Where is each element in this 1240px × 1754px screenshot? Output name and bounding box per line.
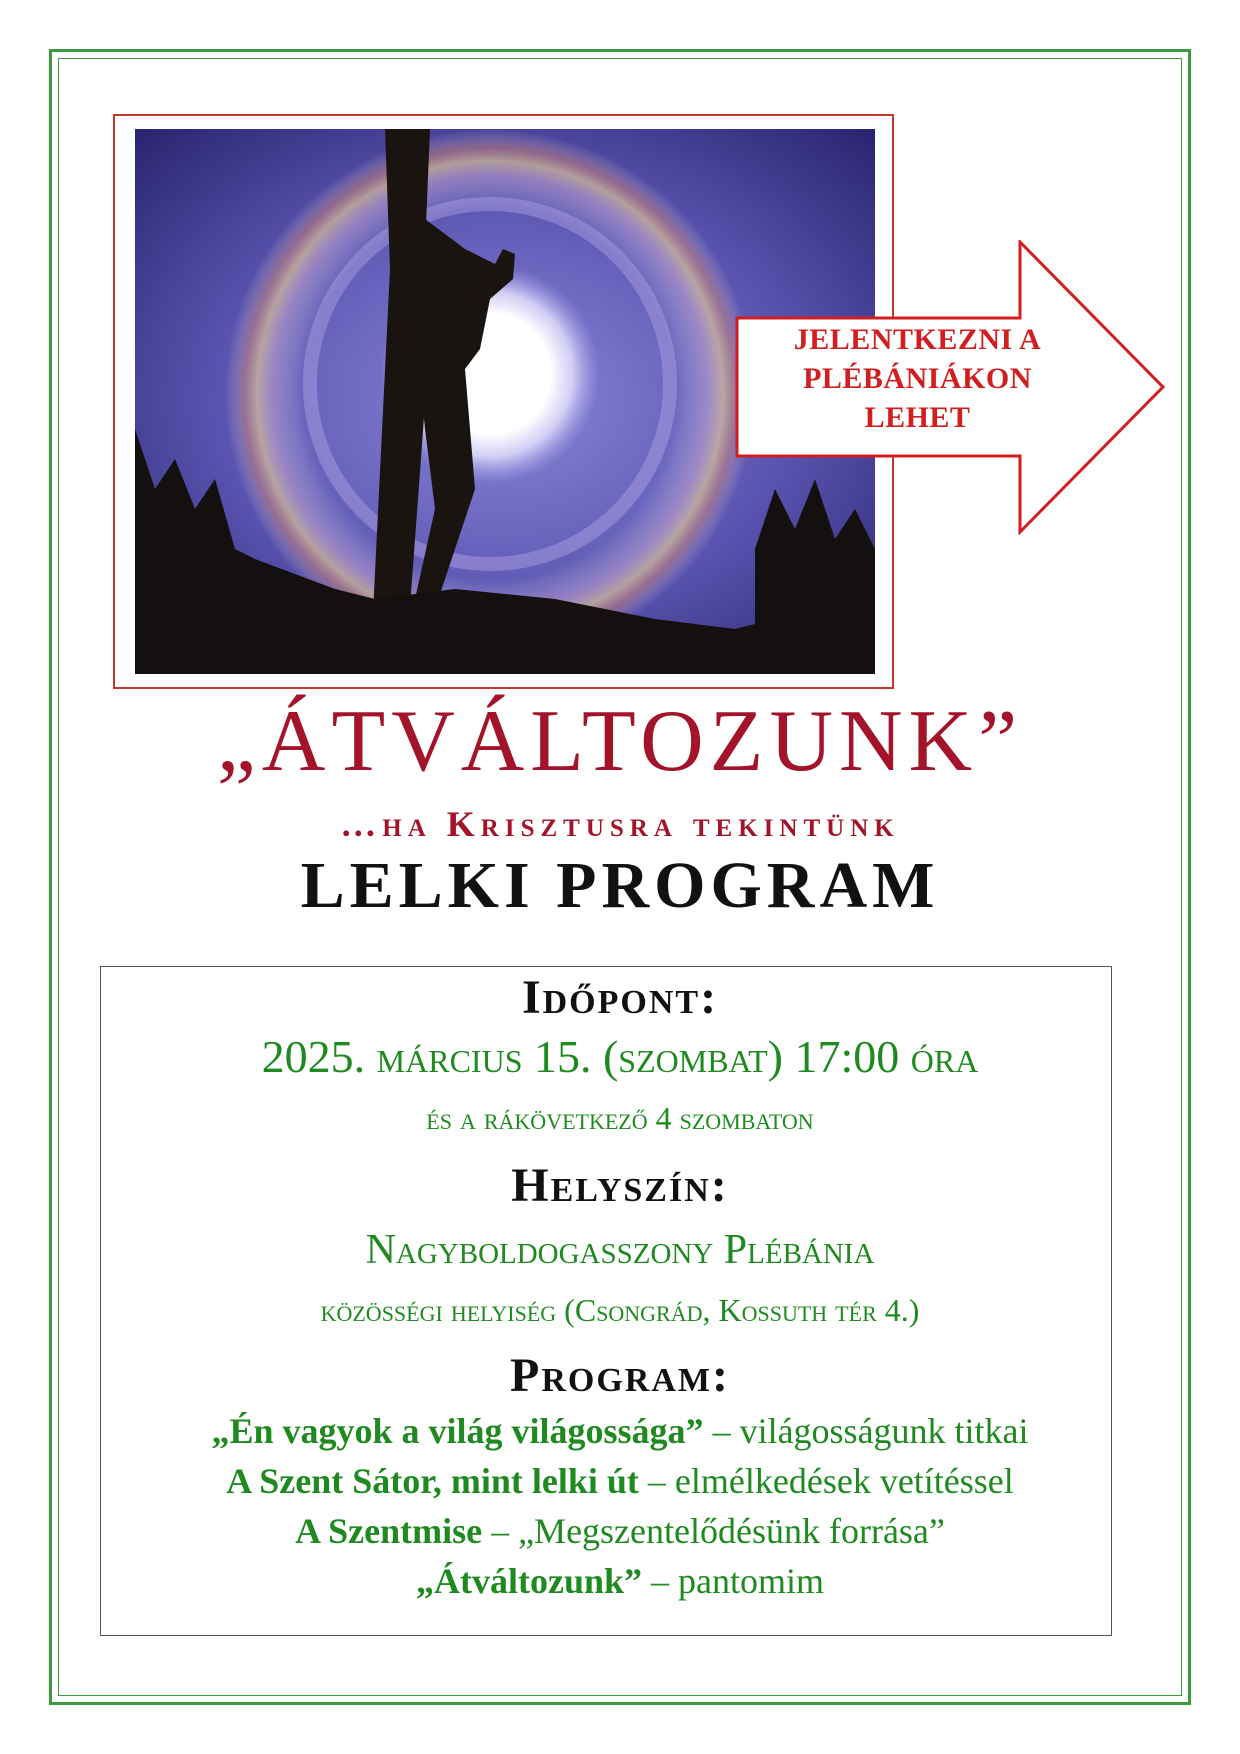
arrow-callout-text [755,320,1080,437]
program-item-title: „Átváltozunk” [415,1561,643,1601]
program-heading: LELKI PROGRAM [300,849,940,922]
program-item-desc: – világosságunk titkai [703,1411,1029,1451]
program-label: Program: [510,1349,730,1402]
place-main: Nagyboldogasszony Plébánia [365,1227,875,1273]
program-item-title: A Szentmise [295,1511,483,1551]
program-item [0,1510,1240,1552]
program-item-desc: – „Megszentelődésünk forrása” [482,1511,945,1551]
time-label: Időpont: [521,971,719,1024]
time-sub: és a rákövetkező 4 szombaton [426,1100,814,1136]
program-item [0,1410,1240,1452]
program-item-title: „Én vagyok a világ világossága” [211,1411,704,1451]
arrow-text-line: PLÉBÁNIÁKON [803,362,1032,395]
program-item [0,1560,1240,1602]
place-label: Helyszín: [511,1159,729,1212]
arrow-text-line: JELENTKEZNI A [793,323,1042,356]
program-item-desc: – elmélkedések vetítéssel [638,1461,1014,1501]
program-item [0,1460,1240,1502]
arrow-text-line: LEHET [864,401,971,434]
time-main: 2025. március 15. (szombat) 17:00 óra [261,1031,979,1082]
main-title: „ÁTVÁLTOZUNK” [216,693,1024,790]
subtitle: …ha Krisztusra tekintünk [340,804,900,844]
program-item-title: A Szent Sátor, mint lelki út [226,1461,639,1501]
program-item-desc: – pantomim [642,1561,825,1601]
place-sub: közösségi helyiség (Csongrád, Kossuth tér 4.) [320,1292,920,1328]
